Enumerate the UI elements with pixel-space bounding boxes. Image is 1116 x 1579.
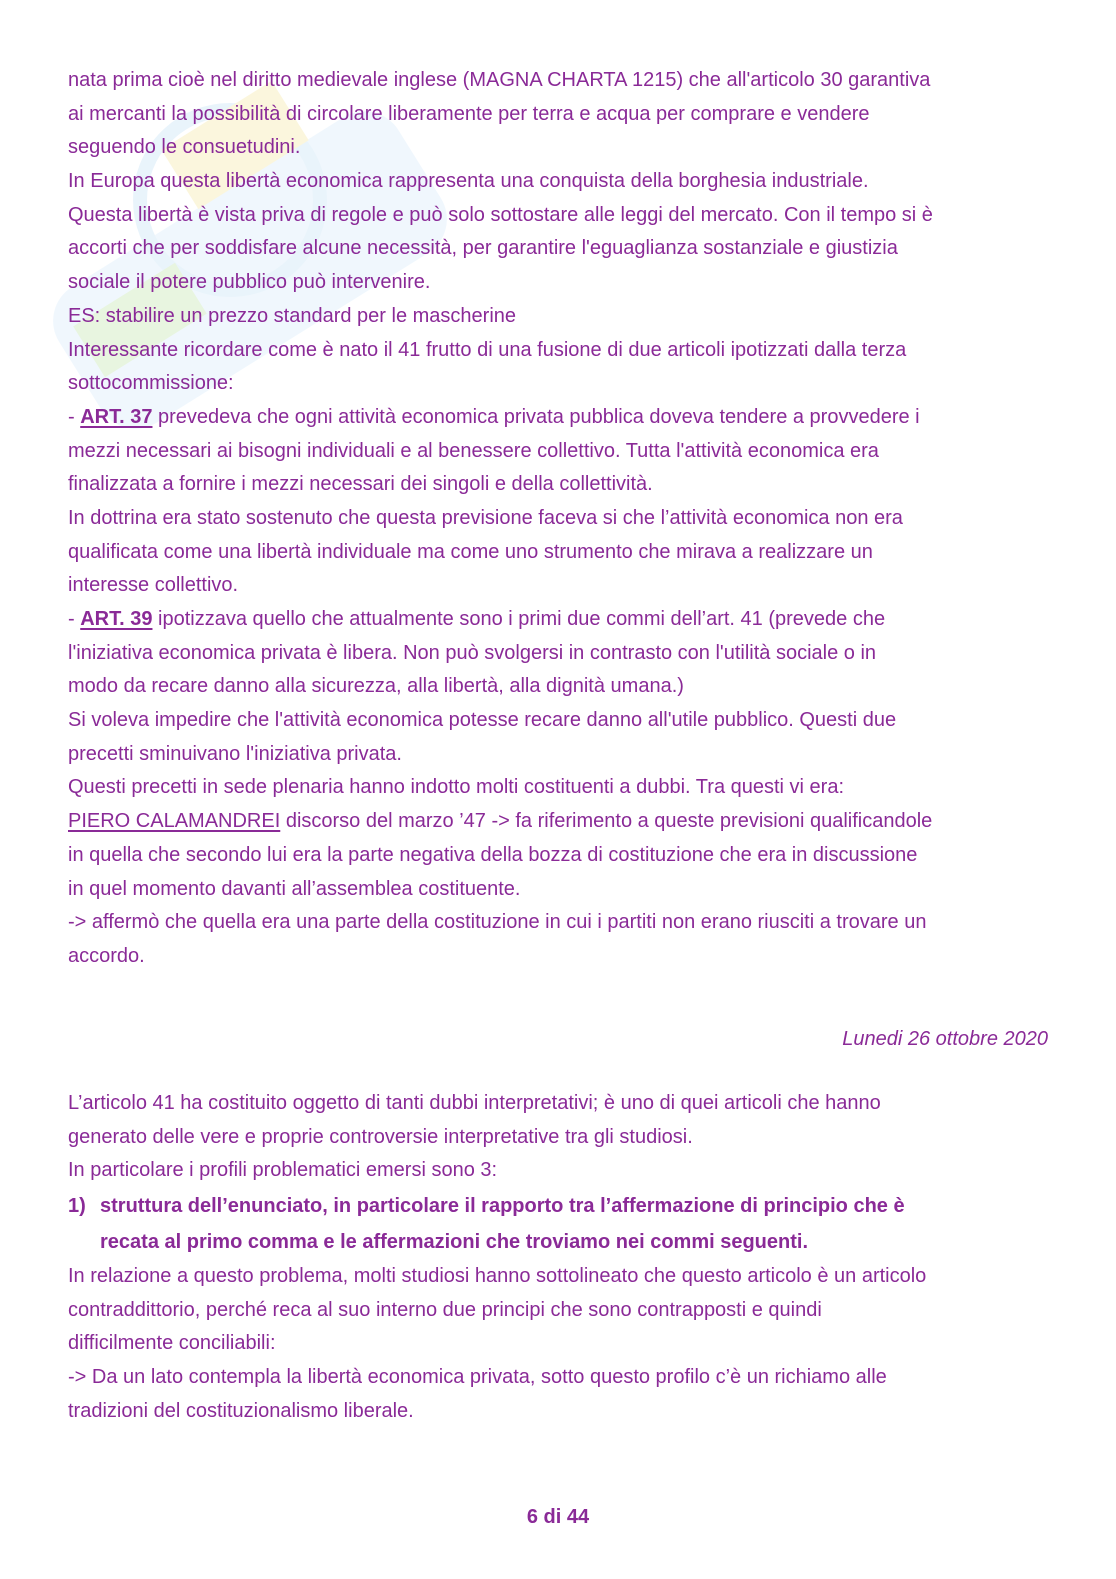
art39-first-line [68, 603, 1048, 637]
text-line: Questa libertà è vista priva di regole e può solo sottostare alle leggi del mercato. Con il tempo si è [68, 203, 933, 226]
text-line: finalizzata a fornire i mezzi necessari dei singoli e della collettività. [68, 473, 653, 496]
text-line: -> affermò che quella era una parte della costituzione in cui i partiti non erano riusciti a trovare un [68, 911, 927, 934]
text-line: sottocommissione: [68, 372, 234, 395]
list-dash: - [68, 405, 81, 428]
text-line: interesse collettivo. [68, 574, 239, 597]
page-number: 6 di 44 [526, 1506, 590, 1528]
art39-text: ipotizzava quello che attualmente sono i primi due commi dell’art. 41 (prevede che [152, 608, 886, 630]
text-line: precetti sminuivano l'iniziativa privata. [68, 742, 402, 765]
document-page [68, 64, 1048, 1428]
numbered-item-1-continuation: recata al primo comma e le affermazioni che troviamo nei commi seguenti. [100, 1231, 809, 1254]
text-line: accordo. [68, 944, 145, 967]
text-line: sociale il potere pubblico può intervenire. [68, 271, 431, 294]
calamandrei-text: discorso del marzo ’47 -> fa riferimento a queste previsioni qualificandole [280, 810, 933, 833]
art39-label: ART. 39 [80, 608, 153, 630]
text-line: difficilmente conciliabili: [68, 1332, 276, 1355]
art37-first-line [68, 401, 1048, 435]
text-line: -> Da un lato contempla la libertà economica privata, sotto questo profilo c’è un richiamo alle [68, 1366, 887, 1389]
calamandrei-name: PIERO CALAMANDREI [68, 810, 281, 833]
text-line: nata prima cioè nel diritto medievale inglese (MAGNA CHARTA 1215) che all'articolo 30 garantiva [68, 69, 931, 91]
text-line: Interessante ricordare come è nato il 41 frutto di una fusione di due articoli ipotizzati dalla terza [68, 338, 907, 361]
item-text: struttura dell’enunciato, in particolare il rapporto tra l’affermazione di principio che è [100, 1195, 905, 1218]
text-line: In particolare i profili problematici emersi sono 3: [68, 1159, 498, 1182]
text-line: In Europa questa libertà economica rappresenta una conquista della borghesia industriale. [68, 170, 869, 193]
text-line: l'iniziativa economica privata è libera. Non può svolgersi in contrasto con l'utilità sociale o in [68, 641, 877, 664]
text-line: in quel momento davanti all’assemblea costituente. [68, 877, 521, 900]
text-line: generato delle vere e proprie controversie interpretative tra gli studiosi. [68, 1125, 693, 1148]
text-line: tradizioni del costituzionalismo liberale. [68, 1399, 414, 1422]
text-line: qualificata come una libertà individuale ma come uno strumento che mirava a realizzare un [68, 540, 873, 563]
text-line: accorti che per soddisfare alcune necessità, per garantire l'eguaglianza sostanziale e giustizia [68, 237, 898, 260]
text-line: mezzi necessari ai bisogni individuali e al benessere collettivo. Tutta l'attività economica era [68, 439, 879, 462]
art37-label: ART. 37 [80, 405, 153, 428]
text-line: ai mercanti la possibilità di circolare liberamente per terra e acqua per comprare e vendere [68, 102, 870, 125]
list-dash: - [68, 608, 81, 630]
text-line: modo da recare danno alla sicurezza, alla libertà, alla dignità umana.) [68, 675, 684, 698]
text-line: L’articolo 41 ha costituito oggetto di tanti dubbi interpretativi; è uno di quei articoli che hanno [68, 1091, 881, 1114]
text-line: in quella che secondo lui era la parte negativa della bozza di costituzione che era in discussione [68, 843, 918, 866]
text-line: ES: stabilire un prezzo standard per le mascherine [68, 304, 517, 327]
art37-text: prevedeva che ogni attività economica privata pubblica doveva tendere a provvedere i [152, 405, 920, 428]
text-line: Si voleva impedire che l'attività economica potesse recare danno all'utile pubblico. Questi due [68, 709, 897, 732]
text-line: In dottrina era stato sostenuto che questa previsione faceva si che l’attività economica non era [68, 506, 903, 529]
text-line: Questi precetti in sede plenaria hanno indotto molti costituenti a dubbi. Tra questi vi era: [68, 776, 845, 799]
text-line: In relazione a questo problema, molti studiosi hanno sottolineato che questo articolo è un articolo [68, 1265, 927, 1288]
numbered-item-1 [68, 1188, 1048, 1224]
lecture-date: Lunedi 26 ottobre 2020 [842, 1028, 1048, 1051]
text-line: contraddittorio, perché reca al suo interno due principi che sono contrapposti e quindi [68, 1298, 822, 1321]
text-line: seguendo le consuetudini. [68, 136, 301, 159]
calamandrei-first-line [68, 805, 1048, 839]
item-number: 1) [68, 1195, 86, 1218]
